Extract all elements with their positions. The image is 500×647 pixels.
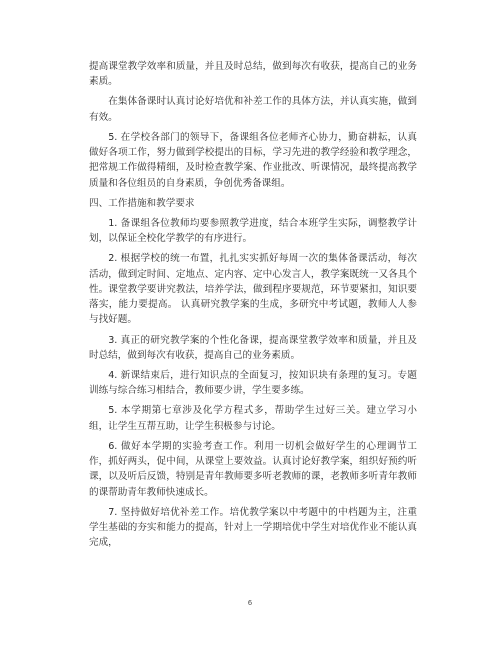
- section-heading-measures: 四、工作措施和教学要求: [89, 197, 195, 209]
- paragraph-item-5-leadership: 5. 在学校各部门的领导下，备课组各位老师齐心协力，勤奋耕耘，认真做好各项工作，努力做到学校提出的目标，学习先进的教学经验和教学理念，把常规工作做得精细，及时检查教学案、作业批改、听课情况，最终提高教学质量和各位组员的自身素质，争创优秀备课组。: [89, 131, 417, 189]
- paragraph-measure-2: 2. 根据学校的统一布置，扎扎实实抓好每周一次的集体备课活动，每次活动，做到定时间、定地点、定内容、定中心发言人，教学案既统一又各具个性。课堂教学要讲究教法，培养学法，做到程序要规范，环节要紧扣，知识要落实，能力要提高。 认真研究教学案的生成，多研究中考试题，教师人人参与找好题。: [89, 253, 417, 326]
- paragraph-measure-3: 3. 真正的研究教学案的个性化备课，提高课堂教学效率和质量，并且及时总结，做到每次有收获，提高自己的业务素质。: [89, 334, 417, 361]
- paragraph-continuation: 提高课堂教学效率和质量，并且及时总结，做到每次有收获，提高自己的业务素质。: [89, 61, 417, 88]
- page-number: 6: [247, 599, 253, 607]
- paragraph-measure-4: 4. 新课结束后，进行知识点的全面复习，按知识块有条理的复习。专题训练与综合练习相结合，教师要少讲，学生要多练。: [89, 369, 417, 397]
- document-body: [89, 59, 417, 555]
- paragraph-measure-7: 7. 坚持做好培优补差工作。培优教学案以中考题中的中档题为主，注重学生基础的夯实和能力的提高，针对上一学期培优中学生对培优作业不能认真完成，: [89, 506, 417, 549]
- paragraph-measure-5: 5. 本学期第七章涉及化学方程式多，帮助学生过好三关。建立学习小组，让学生互帮互助，让学生积极参与讨论。: [89, 405, 417, 432]
- paragraph-measure-1: 1. 备课组各位教师均要参照教学进度，结合本班学生实际，调整教学计划，以保证全校化学教学的有序进行。: [89, 217, 417, 245]
- paragraph-measure-6: 6. 做好本学期的实验考查工作。利用一切机会做好学生的心理调节工作，抓好两头，促中间，从课堂上要效益。认真讨论好教学案，组织好预约听课，以及听后反馈，特别是青年教师要多听老教师的课，老教师多听青年教师的课帮助青年教师快速成长。: [89, 440, 417, 498]
- paragraph-peiyou-method: 在集体备课时认真讨论好培优和补差工作的具体方法，并认真实施，做到有效。: [89, 96, 417, 123]
